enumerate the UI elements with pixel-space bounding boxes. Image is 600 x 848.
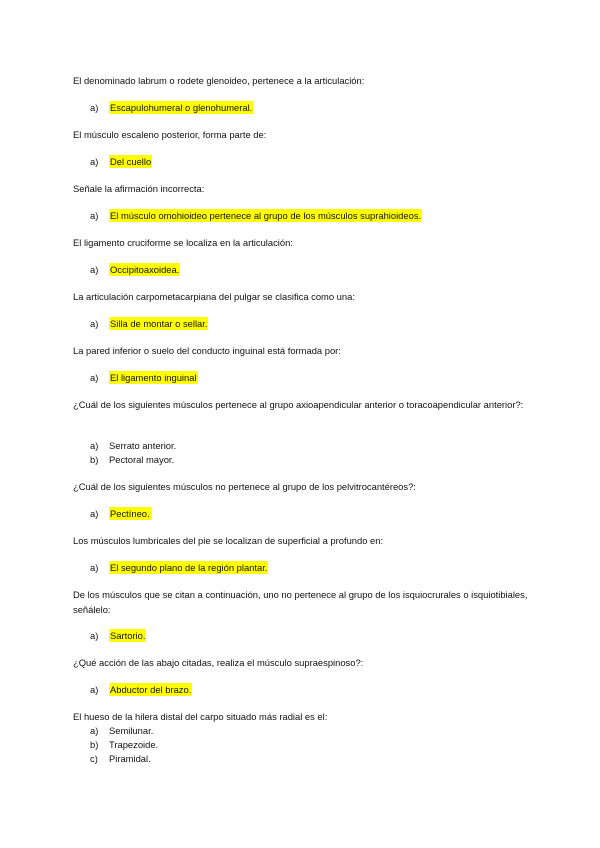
answer-12b: [90, 738, 158, 751]
option-label: a): [90, 264, 99, 275]
answer-4a: [90, 263, 180, 276]
question-11: ¿Qué acción de las abajo citadas, realiza el músculo supraespinoso?:: [73, 657, 364, 668]
highlighted-answer: Del cuello: [110, 156, 152, 167]
highlighted-answer: El músculo omohioideo pertenece al grupo de los músculos suprahioideos.: [110, 210, 422, 221]
highlighted-answer: Occipitoaxoidea.: [110, 264, 180, 275]
highlighted-answer: Sartorio.: [110, 630, 146, 641]
answer-1a: [90, 101, 253, 114]
highlighted-answer: Escapulohumeral o glenohumeral.: [110, 102, 253, 113]
answer-12a: [90, 724, 153, 737]
answer-7b: [90, 453, 174, 466]
answer-text: Pectoral mayor.: [109, 454, 175, 465]
highlighted-answer: El segundo plano de la región plantar.: [110, 562, 268, 573]
answer-8a: [90, 507, 151, 520]
option-label: b): [90, 454, 99, 465]
option-label: b): [90, 739, 99, 750]
question-5: La articulación carpometacarpiana del pulgar se clasifica como una:: [73, 291, 355, 302]
answer-6a: [90, 371, 198, 384]
option-label: a): [90, 156, 99, 167]
option-label: a): [90, 210, 99, 221]
answer-text: Serrato anterior.: [109, 440, 177, 451]
highlighted-answer: Pectíneo.: [110, 508, 150, 519]
option-label: c): [90, 753, 98, 764]
option-label: a): [90, 102, 99, 113]
question-6: La pared inferior o suelo del conducto inguinal está formada por:: [73, 345, 341, 356]
question-3: Señale la afirmación incorrecta:: [73, 183, 205, 194]
answer-2a: [90, 155, 152, 168]
answer-text: Trapezoide.: [109, 739, 159, 750]
answer-10a: [90, 629, 146, 642]
option-label: a): [90, 440, 99, 451]
highlighted-answer: Silla de montar o sellar.: [110, 318, 208, 329]
question-1: El denominado labrum o rodete glenoideo, pertenece a la articulación:: [73, 75, 365, 86]
answer-11a: [90, 683, 192, 696]
question-8: ¿Cuál de los siguientes músculos no pertenece al grupo de los pelvitrocantéreos?:: [73, 481, 416, 492]
highlighted-answer: El ligamento inguinal: [110, 372, 197, 383]
option-label: a): [90, 372, 99, 383]
question-7: ¿Cuál de los siguientes músculos pertenece al grupo axioapendicular anterior o toracoapendicular anterior?:: [73, 399, 524, 410]
option-label: a): [90, 562, 99, 573]
option-label: a): [90, 508, 99, 519]
question-12: El hueso de la hilera distal del carpo situado más radial es el:: [73, 711, 328, 722]
question-9: Los músculos lumbricales del pie se localizan de superficial a profundo en:: [73, 535, 384, 546]
answer-9a: [90, 561, 268, 574]
question-4: El ligamento cruciforme se localiza en la articulación:: [73, 237, 293, 248]
question-10: De los músculos que se citan a continuación, uno no pertenece al grupo de los isquiocrurales o isquiotibiales, señálelo:: [73, 589, 528, 615]
answer-12c: [90, 752, 151, 765]
answer-text: Semilunar.: [109, 725, 154, 736]
answer-7a: [90, 439, 176, 452]
highlighted-answer: Abductor del brazo.: [110, 684, 192, 695]
answer-5a: [90, 317, 208, 330]
answer-text: Piramidal.: [109, 753, 151, 764]
option-label: a): [90, 318, 99, 329]
answer-3a: [90, 209, 422, 222]
question-2: El músculo escaleno posterior, forma parte de:: [73, 129, 267, 140]
option-label: a): [90, 684, 99, 695]
option-label: a): [90, 725, 99, 736]
option-label: a): [90, 630, 99, 641]
